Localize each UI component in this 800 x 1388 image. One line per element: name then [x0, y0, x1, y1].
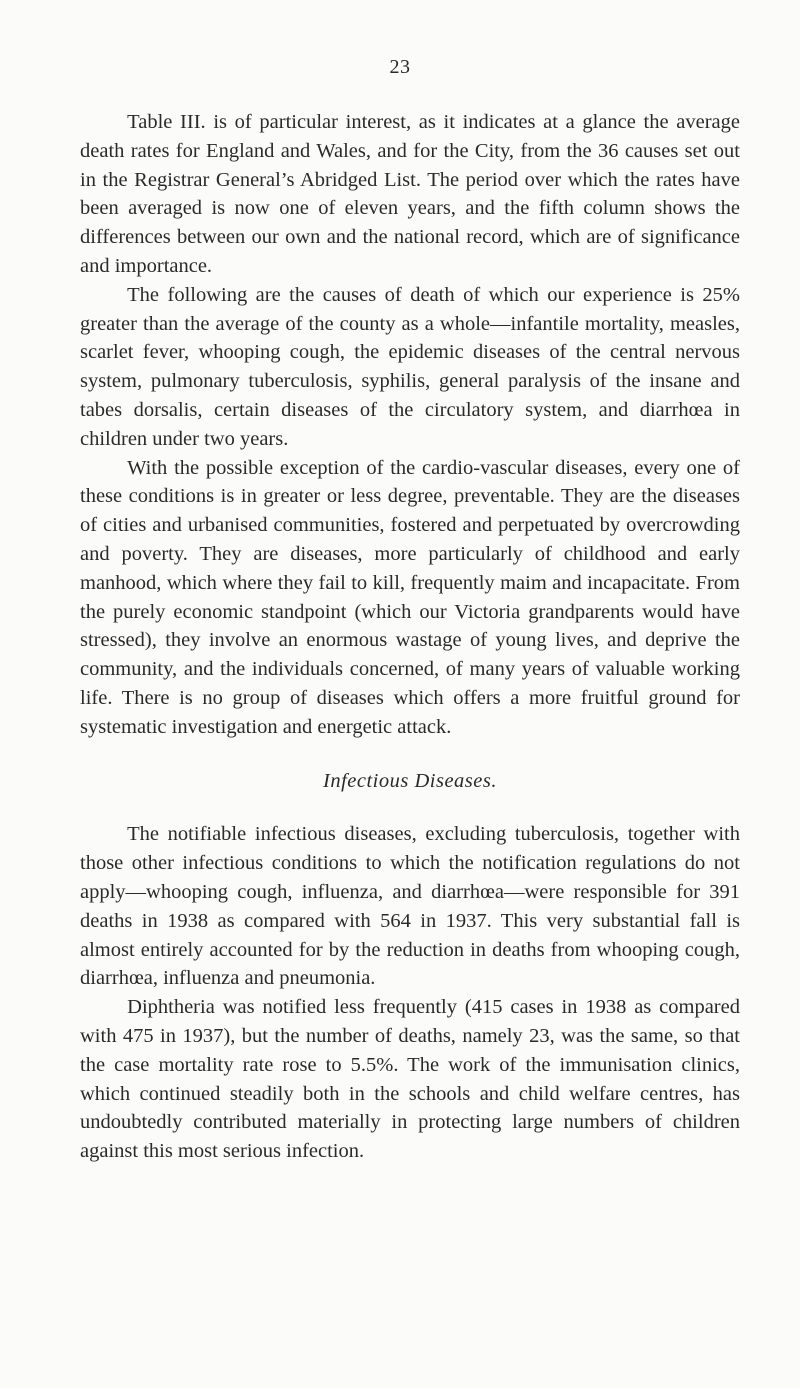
paragraph-table-iii: Table III. is of particular interest, as it indicates at a glance the average death rates for England and Wales, and for the City, from the 36 causes set out in the Registrar General’s Abridged List. The period over which the rates have been averaged is now one of eleven years, and the fifth column shows the differences between our own and the national record, which are of significance and importance. — [80, 111, 740, 277]
body-text — [80, 108, 740, 1166]
page-number: 23 — [389, 56, 411, 78]
paragraph-diphtheria: Diphtheria was notified less frequently (415 cases in 1938 as compared with 475 in 1937), but the number of deaths, namely 23, was the same, so that the case mortality rate rose to 5.5%. The work of the immunisation clinics, which continued steadily both in the schools and child welfare centres, has undoubtedly contributed materially in protecting large numbers of children against this most serious infection. — [80, 996, 740, 1163]
paragraph-notifiable-diseases: The notifiable infectious diseases, excluding tuberculosis, together with those other infectious conditions to which the notification regulations do not apply—whooping cough, influenza, and diarrhœa—were responsible for 391 deaths in 1938 as compared with 564 in 1937. This very substantial fall is almost entirely accounted for by the reduction in deaths from whooping cough, diarrhœa, influenza and pneumonia. — [80, 823, 740, 990]
section-heading-infectious-diseases: Infectious Diseases. — [323, 769, 497, 792]
paragraph-preventable-diseases: With the possible exception of the cardio-vascular diseases, every one of these conditions is in greater or less degree, preventable. They are the diseases of cities and urbanised communities, fostered and perpetuated by overcrowding and poverty. They are diseases, more particularly of childhood and early manhood, which where they fail to kill, frequently maim and incapacitate. From the purely economic standpoint (which our Victoria grandparents would have stressed), they involve an enormous wastage of young lives, and deprive the community, and the individuals concerned, of many years of valuable working life. There is no group of diseases which offers a more fruitful ground for systematic investigation and energetic attack. — [80, 456, 740, 738]
paragraph-causes-of-death: The following are the causes of death of which our experience is 25% greater than the average of the county as a whole—infantile mortality, measles, scarlet fever, whooping cough, the epidemic diseases of the central nervous system, pulmonary tuberculosis, syphilis, general paralysis of the insane and tabes dorsalis, certain diseases of the circulatory system, and diarrhœa in children under two years. — [80, 283, 740, 450]
